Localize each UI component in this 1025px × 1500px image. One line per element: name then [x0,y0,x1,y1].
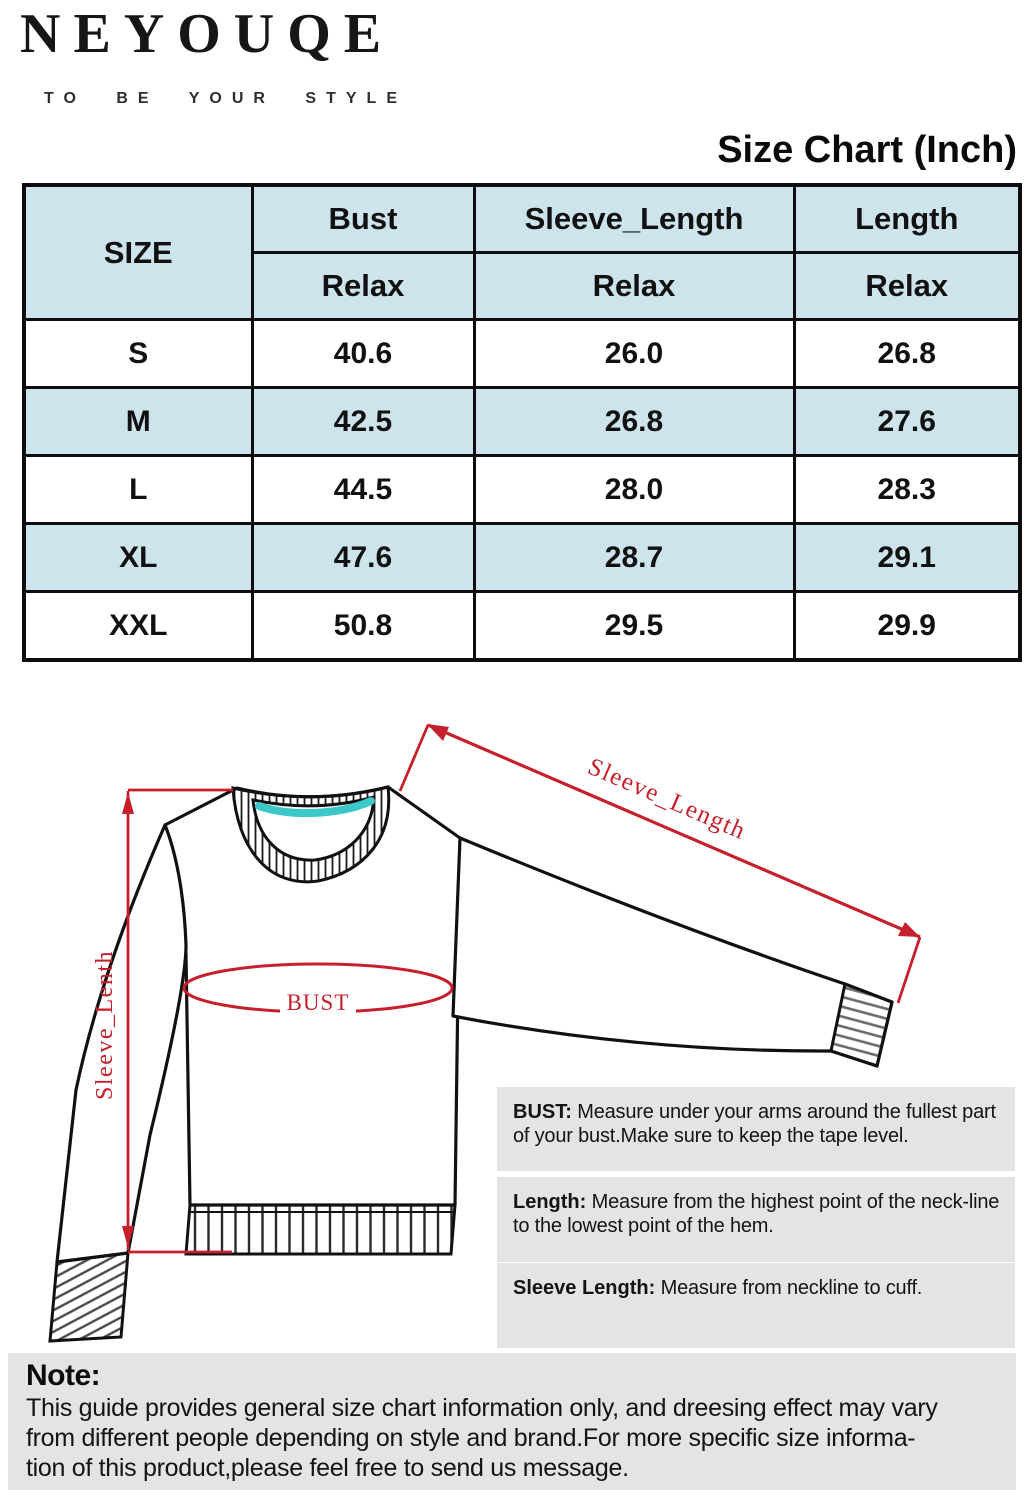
size-cell: L [24,456,252,524]
length-annotation-label: Sleeve_Lenth [92,950,118,1100]
value-cell: 28.7 [474,524,794,592]
size-cell: XL [24,524,252,592]
value-cell: 28.0 [474,456,794,524]
size-row [24,388,1020,456]
header-row-1 [24,185,1020,253]
left-sleeve [57,825,186,1262]
value-cell: 26.0 [474,320,794,388]
sleeve-instruction-text: Measure from neckline to cuff. [660,1277,923,1299]
note-box [8,1353,1016,1490]
length-instruction-text: Measure from the highest point of the neck-line to the lowest point of the hem. [513,1191,1000,1238]
size-chart-table [22,183,1022,662]
size-table-body [24,320,1020,661]
value-cell: 29.9 [794,592,1020,661]
size-row [24,524,1020,592]
subheader-relax-3: Relax [794,253,1020,320]
value-cell: 27.6 [794,388,1020,456]
col-header-length: Length [794,185,1020,253]
note-line-2: from different people depending on style and brand.For more specific size informa- [26,1424,916,1452]
sleeve-length-label: Sleeve_Length [583,753,751,846]
size-cell: S [24,320,252,388]
sleeve-instruction-box [497,1263,1015,1348]
value-cell: 29.5 [474,592,794,661]
note-line-3: tion of this product,please feel free to send us message. [26,1454,629,1482]
value-cell: 26.8 [794,320,1020,388]
value-cell: 26.8 [474,388,794,456]
bust-instruction-box [497,1087,1015,1171]
value-cell: 40.6 [252,320,474,388]
value-cell: 47.6 [252,524,474,592]
subheader-relax-1: Relax [252,253,474,320]
bust-instruction-label: BUST: [513,1101,572,1123]
left-cuff [50,1253,128,1341]
value-cell: 42.5 [252,388,474,456]
sleeve-arrow-start [427,724,449,741]
size-row [24,456,1020,524]
value-cell: 29.1 [794,524,1020,592]
size-cell: M [24,388,252,456]
length-arrow-up [122,792,134,814]
value-cell: 44.5 [252,456,474,524]
col-header-sleeve-length: Sleeve_Length [474,185,794,253]
note-heading: Note: [26,1359,101,1392]
length-instruction-label: Length: [513,1191,587,1213]
col-header-bust: Bust [252,185,474,253]
bust-label: BUST [286,990,350,1015]
size-cell: XXL [24,592,252,661]
brand-logo: NEYOUQE [20,3,395,65]
value-cell: 28.3 [794,456,1020,524]
subheader-relax-2: Relax [474,253,794,320]
size-chart-title: Size Chart (Inch) [717,129,1017,171]
length-instruction-box [497,1177,1015,1262]
col-header-size: SIZE [24,185,252,320]
bust-instruction-text: Measure under your arms around the fullest part of your bust.Make sure to keep the tape level. [513,1101,996,1148]
brand-tagline: TO BE YOUR STYLE [44,90,407,107]
sleeve-arrow-end [898,922,920,937]
value-cell: 50.8 [252,592,474,661]
size-row [24,592,1020,661]
note-line-1: This guide provides general size chart information only, and dreesing effect may vary [26,1394,938,1422]
right-sleeve [453,838,892,1066]
sleeve-instruction-label: Sleeve Length: [513,1277,656,1299]
size-row [24,320,1020,388]
